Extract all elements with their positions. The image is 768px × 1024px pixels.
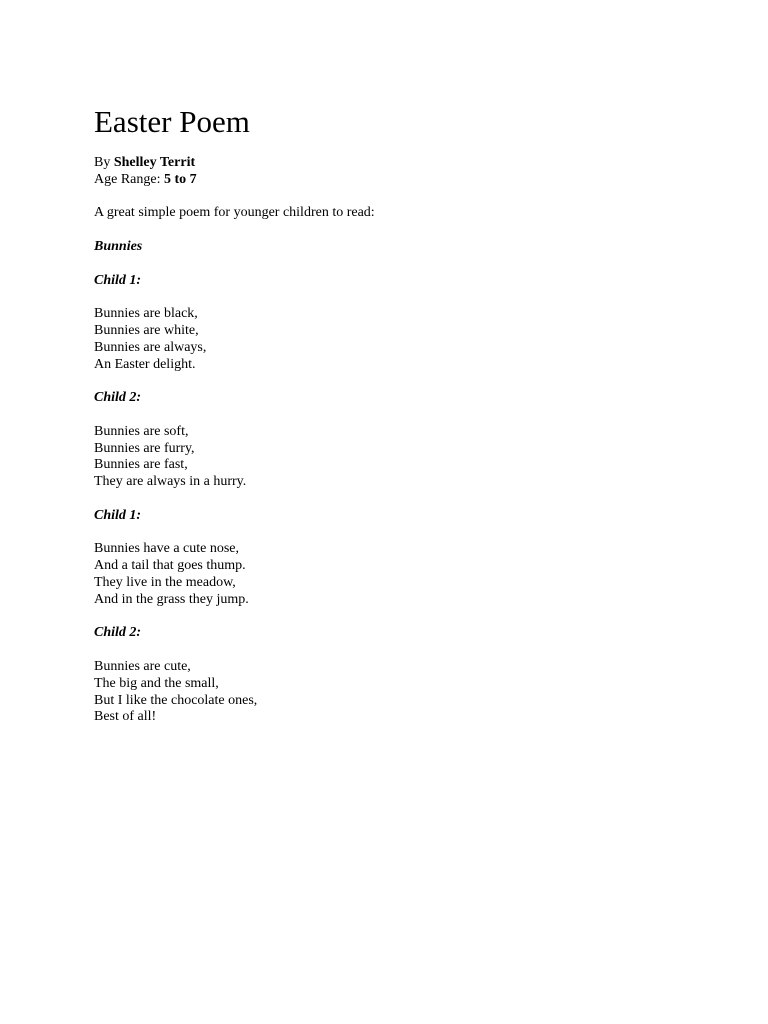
byline <box>94 155 714 172</box>
document-title: Easter Poem <box>94 104 250 139</box>
poem-line: The big and the small, <box>94 675 219 691</box>
poem-line: But I like the chocolate ones, <box>94 692 258 708</box>
poem-line: Bunnies are cute, <box>94 658 191 674</box>
spacer <box>94 189 714 206</box>
age-range <box>94 172 714 189</box>
poem-line: Bunnies are black, <box>94 306 198 322</box>
byline-prefix: By <box>94 155 114 170</box>
poem-line: Bunnies have a cute nose, <box>94 541 240 557</box>
poem-line: Bunnies are furry, <box>94 440 195 456</box>
poem-line: Bunnies are white, <box>94 322 199 338</box>
spacer <box>94 373 714 390</box>
stanza-speaker: Child 2: <box>94 625 142 641</box>
poem-line: They are always in a hurry. <box>94 474 247 490</box>
poem-line: Bunnies are always, <box>94 339 207 355</box>
spacer <box>94 256 714 273</box>
poem-line: They live in the meadow, <box>94 574 236 590</box>
poem-line: And in the grass they jump. <box>94 591 249 607</box>
spacer <box>94 491 714 508</box>
poem-line: An Easter delight. <box>94 356 196 372</box>
stanza-speaker: Child 1: <box>94 507 142 523</box>
poem-line: Bunnies are soft, <box>94 423 189 439</box>
intro-text: A great simple poem for younger children to read: <box>94 205 375 221</box>
spacer <box>94 525 714 542</box>
age-range-label: Age Range: <box>94 171 164 187</box>
spacer <box>94 407 714 424</box>
poem-title: Bunnies <box>94 238 143 254</box>
age-range-value: 5 to 7 <box>163 171 197 187</box>
poem-line: Bunnies are fast, <box>94 457 188 473</box>
author-name: Shelley Territ <box>113 155 196 170</box>
document-page <box>94 104 714 726</box>
stanza-speaker: Child 2: <box>94 390 142 406</box>
stanza-speaker: Child 1: <box>94 272 142 288</box>
spacer <box>94 289 714 306</box>
spacer <box>94 222 714 239</box>
poem-line: Best of all! <box>94 709 157 725</box>
poem-line: And a tail that goes thump. <box>94 558 246 574</box>
spacer <box>94 642 714 659</box>
spacer <box>94 609 714 626</box>
